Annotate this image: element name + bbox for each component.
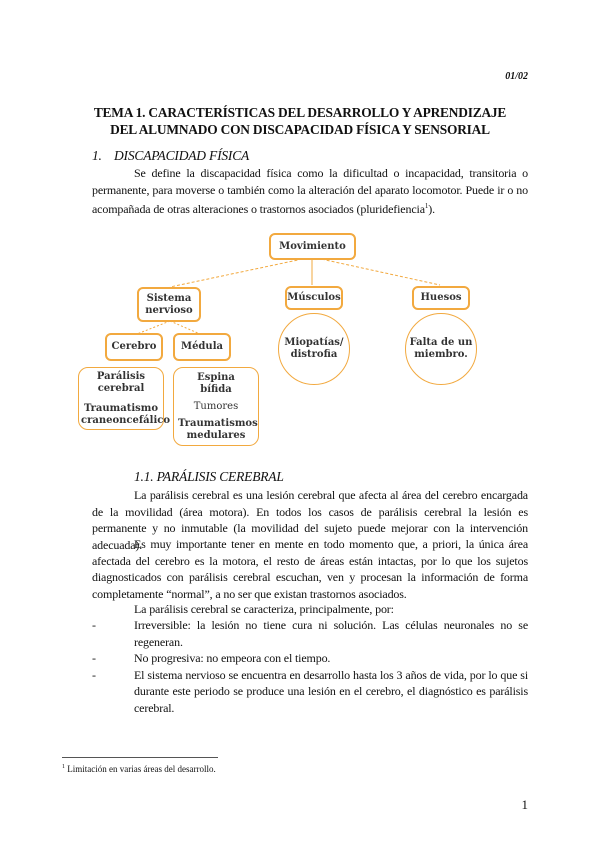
- characteristics-list: [92, 617, 528, 716]
- paragraph-1: La parálisis cerebral es una lesión cerebral que afecta al área del cerebro encargada de la movilidad (área motora). En todos los casos de parálisis cerebral la lesión es permanente y no inmutable (la movilidad del sujeto puede mejorar con la intervención adecuada).: [92, 488, 528, 552]
- dash-marker: -: [92, 618, 96, 632]
- node-medula-items: [173, 367, 259, 446]
- node-medula: Médula: [173, 333, 231, 361]
- subsection-heading: 1.1. PARÁLISIS CEREBRAL: [134, 469, 284, 484]
- dash-marker: -: [92, 651, 96, 665]
- page-code: 01/02: [505, 71, 528, 82]
- section-title: DISCAPACIDAD FÍSICA: [114, 148, 250, 163]
- node-cerebro: Cerebro: [105, 333, 163, 361]
- node-falta-miembro: Falta de un miembro.: [405, 313, 477, 385]
- cerebro-item: Traumatismo craneoncefálico: [81, 402, 170, 426]
- node-miopatias: Miopatías/ distrofia: [278, 313, 350, 385]
- title-line-2: DEL ALUMNADO CON DISCAPACIDAD FÍSICA Y SENSORIAL: [110, 122, 490, 137]
- cerebro-item: Parálisis cerebral: [96, 370, 146, 394]
- dash-marker: -: [92, 667, 96, 682]
- paragraph-3: La parálisis cerebral se caracteriza, principalmente, por:: [134, 602, 394, 616]
- list-item: [92, 617, 528, 650]
- footnote-text: Limitación en varias áreas del desarrollo.: [67, 764, 216, 774]
- footnote-number: 1: [62, 764, 65, 770]
- medula-item: Traumatismos medulares: [178, 417, 258, 441]
- node-huesos: Huesos: [412, 286, 470, 310]
- list-item: [92, 667, 528, 717]
- node-sistema-nervioso: Sistema nervioso: [137, 287, 201, 322]
- footnote-separator: [62, 757, 218, 758]
- intro-text-end: ).: [428, 202, 435, 216]
- footnote: [62, 764, 216, 774]
- list-item: [92, 650, 528, 667]
- medula-item: Espina bífida: [197, 371, 235, 395]
- connector-root-huesos: [312, 257, 440, 285]
- node-musculos: Músculos: [285, 286, 343, 310]
- list-item-text: Irreversible: la lesión no tiene cura ni solución. Las células neuronales no se regeneran.: [134, 618, 528, 649]
- list-item-text: No progresiva: no empeora con el tiempo.: [134, 651, 331, 665]
- node-movimiento: Movimiento: [269, 233, 356, 260]
- footnote-ref: 1: [424, 202, 429, 210]
- title-line-1: TEMA 1. CARACTERÍSTICAS DEL DESARROLLO Y APRENDIZAJE: [93, 105, 507, 120]
- node-cerebro-items: [78, 367, 170, 430]
- intro-text: Se define la discapacidad física como la dificultad o incapacidad, transitoria o permanente, para moverse o también como la alteración del aparato locomotor. Puede ir o no acompañada de otras alteraciones o trastornos asociados (pluridefiencia: [92, 166, 528, 216]
- list-item-text: El sistema nervioso se encuentra en desarrollo hasta los 3 años de vida, por lo que si durante este periodo se produce una lesión en el cerebro, el diagnóstico es parálisis cerebral.: [134, 667, 528, 715]
- section-number: 1.: [92, 148, 102, 163]
- paragraph-2: Es muy importante tener en mente en todo momento que, a priori, la única área afectada del cerebro es la motora, el resto de áreas están intactas, por lo que los sujetos diagnosticados con parálisis cerebral escuchan, ven y procesan la información de forma completamente “normal”, a no ser que existan trastornos asociados.: [92, 537, 528, 601]
- page-number: 1: [521, 797, 528, 812]
- medula-item: Tumores: [193, 400, 239, 412]
- connector-root-nervioso: [170, 257, 312, 287]
